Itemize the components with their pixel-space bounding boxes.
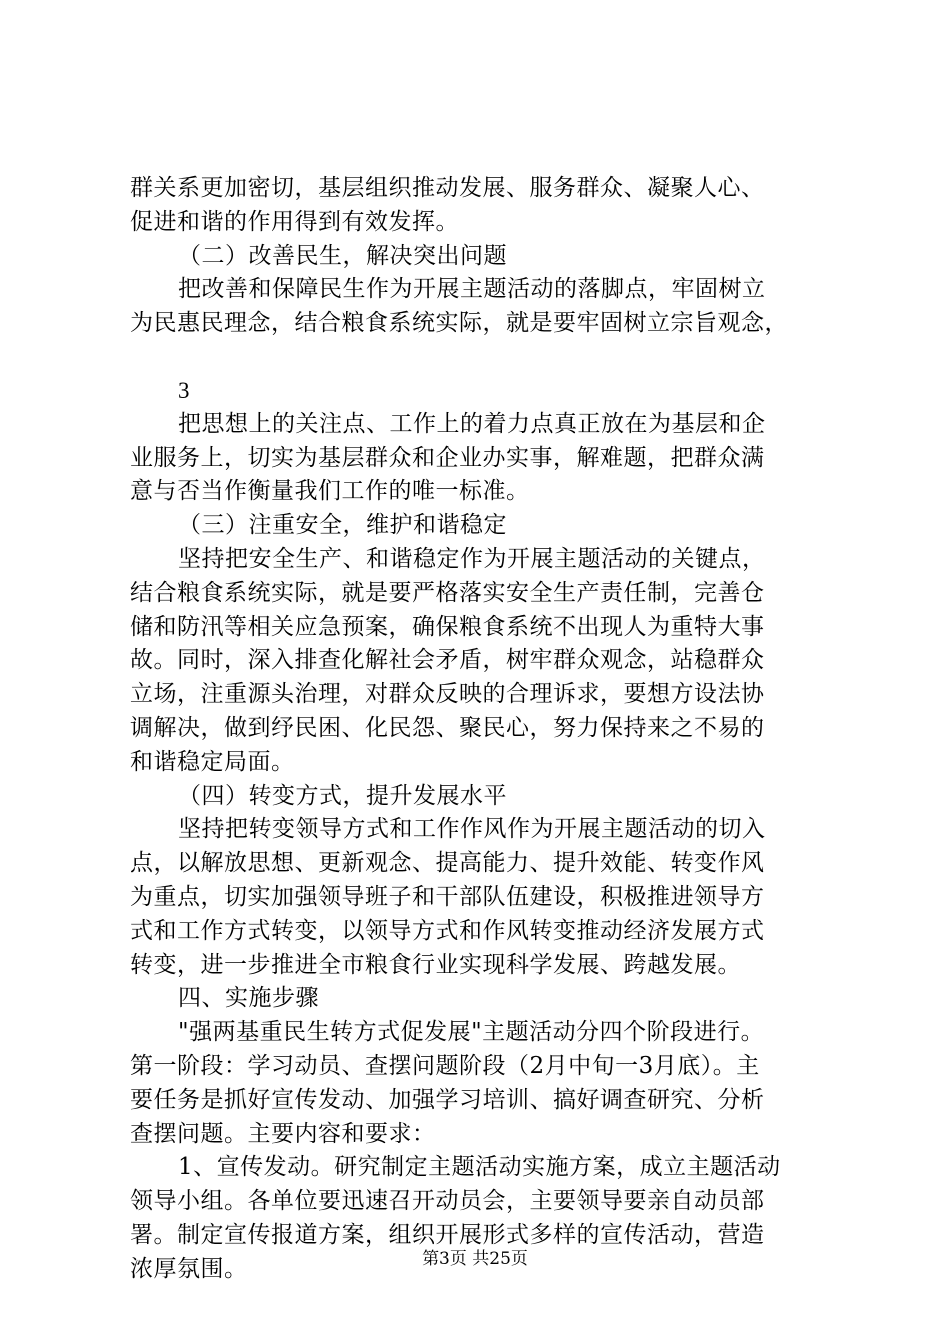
- text-line: "强两基重民生转方式促发展"主题活动分四个阶段进行。: [178, 1019, 765, 1046]
- text-line: 调解决，做到纾民困、化民怨、聚民心，努力保持来之不易的: [130, 714, 765, 741]
- page-marker-number: 3: [178, 377, 190, 403]
- text-line: 结合粮食系统实际，就是要严格落实安全生产责任制，完善仓: [130, 579, 765, 606]
- page-footer: 第3页 共25页: [422, 1249, 528, 1269]
- text-line: 1、宣传发动。研究制定主题活动实施方案，成立主题活动: [178, 1154, 781, 1181]
- text-line: 储和防汛等相关应急预案，确保粮食系统不出现人为重特大事: [130, 613, 765, 640]
- text-line: 促进和谐的作用得到有效发挥。: [130, 208, 459, 235]
- section-heading: [130, 509, 826, 543]
- text-line: 点，以解放思想、更新观念、提高能力、提升效能、转变作风: [130, 850, 765, 877]
- text-line: 意与否当作衡量我们工作的唯一标准。: [130, 478, 530, 505]
- text-line: 要任务是抓好宣传发动、加强学习培训、搞好调查研究、分析: [130, 1086, 765, 1113]
- text-line: 查摆问题。主要内容和要求：: [130, 1120, 436, 1147]
- text-line: 领导小组。各单位要迅速召开动员会，主要领导要亲自动员部: [130, 1188, 765, 1215]
- text-line: 坚持把安全生产、和谐稳定作为开展主题活动的关键点，: [178, 545, 766, 572]
- text-line: 业服务上，切实为基层群众和企业办实事，解难题，把群众满: [130, 444, 765, 471]
- text-line: 浓厚氛围。: [130, 1255, 248, 1282]
- text-line: 式和工作方式转变，以领导方式和作风转变推动经济发展方式: [130, 917, 765, 944]
- text-line: 坚持把转变领导方式和工作作风作为开展主题活动的切入: [178, 816, 766, 843]
- text-line: （二）改善民生，解决突出问题: [178, 242, 507, 269]
- text-line: 和谐稳定局面。: [130, 748, 295, 775]
- paragraph: [130, 543, 826, 780]
- text-line: 为民惠民理念，结合粮食系统实际，就是要牢固树立宗旨观念，: [130, 310, 788, 337]
- text-line: 第一阶段：学习动员、查摆问题阶段（2月中旬一3月底）。主: [130, 1052, 760, 1079]
- paragraph: [130, 813, 826, 982]
- paragraph: [130, 408, 826, 509]
- text-line: 把思想上的关注点、工作上的着力点真正放在为基层和企: [178, 410, 766, 437]
- text-line: 转变，进一步推进全市粮食行业实现科学发展、跨越发展。: [130, 951, 741, 978]
- text-line: 署。制定宣传报道方案，组织开展形式多样的宣传活动，营造: [130, 1221, 765, 1248]
- document-body: [130, 172, 826, 1287]
- text-line: 群关系更加密切，基层组织推动发展、服务群众、凝聚人心、: [130, 175, 765, 201]
- text-line: 四、实施步骤: [178, 985, 319, 1012]
- text-line: 故。同时，深入排查化解社会矛盾，树牢群众观念，站稳群众: [130, 647, 765, 674]
- text-line: （三）注重安全，维护和谐稳定: [178, 512, 507, 539]
- section-heading: [130, 780, 826, 814]
- text-line: 把改善和保障民生作为开展主题活动的落脚点，牢固树立: [178, 276, 766, 303]
- page-marker: [130, 374, 826, 408]
- paragraph: [130, 172, 826, 240]
- text-line: （四）转变方式，提升发展水平: [178, 782, 507, 809]
- paragraph: [130, 273, 826, 341]
- section-heading: [130, 240, 826, 274]
- paragraph: [130, 1016, 826, 1151]
- section-heading: [130, 982, 826, 1016]
- text-line: 立场，注重源头治理，对群众反映的合理诉求，要想方设法协: [130, 681, 765, 708]
- text-line: 为重点，切实加强领导班子和干部队伍建设，积极推进领导方: [130, 883, 765, 910]
